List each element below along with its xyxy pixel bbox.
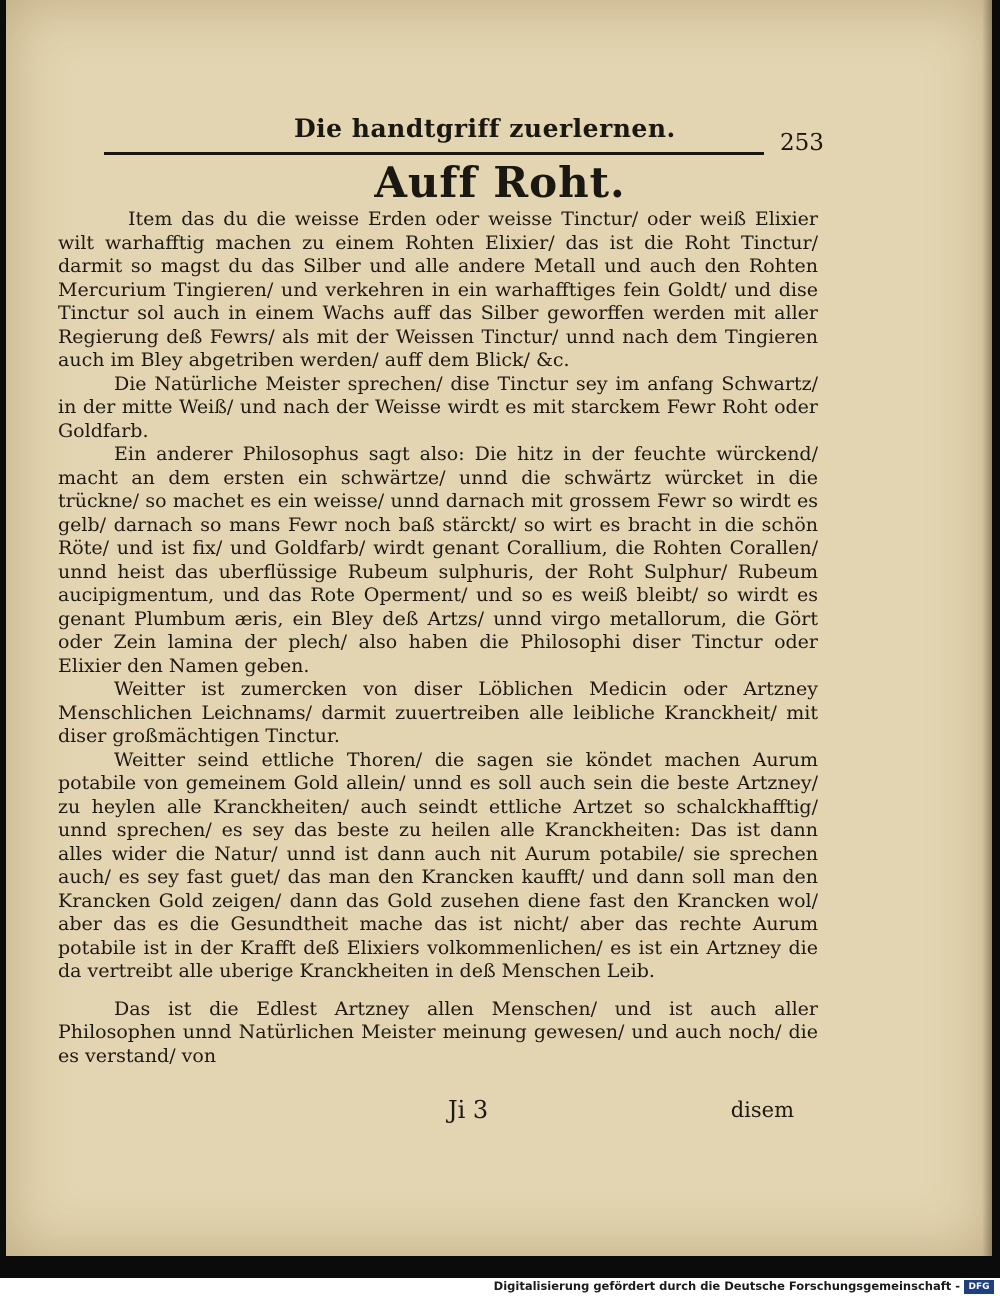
page-number: 253 <box>780 130 824 156</box>
paragraph: Ein anderer Philosophus sagt also: Die hitz in der feuchte würckend/ macht an dem ersten ein schwärtze/ unnd die schwärtz würcket in die trückne/ so machet es ein weisse/ unnd darnach mit grossem Fewr so wirdt es gelb/ darnach so mans Fewr noch baß stärckt/ so wirt es bracht in die schön Röte/ und ist fix/ und Goldfarb/ wirdt genant Corallium, die Rohten Corallen/ unnd heist das uberflüssige Rubeum sulphuris, der Roht Sulphur/ Rubeum aucipigmentum, und das Rote Operment/ und so es weiß bleibt/ so wirdt es genant Plumbum æris, ein Bley deß Artzs/ unnd virgo metallorum, die Gört oder Zein lamina der plech/ also haben die Philosophi diser Tinctur oder Elixier den Namen geben. <box>58 443 818 677</box>
credit-text: Digitalisierung gefördert durch die Deutsche Forschungsgemeinschaft - <box>493 1279 960 1293</box>
section-heading: Auff Roht. <box>374 158 626 207</box>
paragraph: Weitter seind ettliche Thoren/ die sagen sie köndet machen Aurum potabile von gemeinem Gold allein/ unnd es soll auch sein die beste Artzney/ zu heylen alle Kranckheiten/ auch seindt ettliche Artzet so schalckhafftig/ unnd sprechen/ es sey das beste zu heilen alle Kranckheiten: Das ist dann alles wider die Natur/ unnd ist dann auch nit Aurum potabile/ sie sprechen auch/ es sey fast guet/ das man den Krancken kaufft/ und dann soll man den Krancken Gold zeigen/ dann das Gold zusehen diene fast den Krancken wol/ aber das es die Gesundtheit mache das ist nicht/ aber das rechte Aurum potabile ist in der Krafft deß Elixiers volkommenlichen/ es ist ein Artzney die da vertreibt alle uberige Kranckheiten in deß Menschen Leib. <box>58 748 818 982</box>
paragraph: Die Natürliche Meister sprechen/ dise Tinctur sey im anfang Schwartz/ in der mitte Weiß/ und nach der Weisse wirdt es mit starckem Fewr Roht oder Goldfarb. <box>58 372 818 442</box>
page-footer <box>58 1096 794 1128</box>
credit-bar <box>0 1278 1000 1296</box>
body-text <box>58 208 818 1068</box>
signature-mark: Ji 3 <box>448 1096 489 1124</box>
paragraph: Weitter ist zumercken von diser Löblichen Medicin oder Artzney Menschlichen Leichnams/ darmit zuuertreiben alle leibliche Kranckheit/ mit diser großmächtigen Tinctur. <box>58 678 818 747</box>
header-rule <box>104 152 764 155</box>
running-head <box>104 108 836 158</box>
running-title: Die handtgriff zuerlernen. <box>294 114 676 143</box>
catchword: disem <box>730 1098 794 1122</box>
paragraph: Item das du die weisse Erden oder weisse Tinctur/ oder weiß Elixier wilt warhafftig machen zu einem Rohten Elixier/ das ist die Roht Tinctur/ darmit so magst du das Silber und alle andere Metall und auch den Rohten Mercurium Tingieren/ und verkehren in ein warhafftiges fein Goldt/ und dise Tinctur sol auch in einem Wachs auff das Silber geworffen werden mit aller Regierung deß Fewrs/ als mit der Weissen Tinctur/ unnd nach dem Tingieren auch im Bley abgetriben werden/ auff dem Blick/ &c. <box>58 208 818 371</box>
paragraph: Das ist die Edlest Artzney allen Menschen/ und ist auch aller Philosophen unnd Natürlichen Meister meinung gewesen/ und auch noch/ die es verstand/ von <box>58 997 818 1067</box>
dfg-logo-icon: DFG <box>964 1280 994 1294</box>
